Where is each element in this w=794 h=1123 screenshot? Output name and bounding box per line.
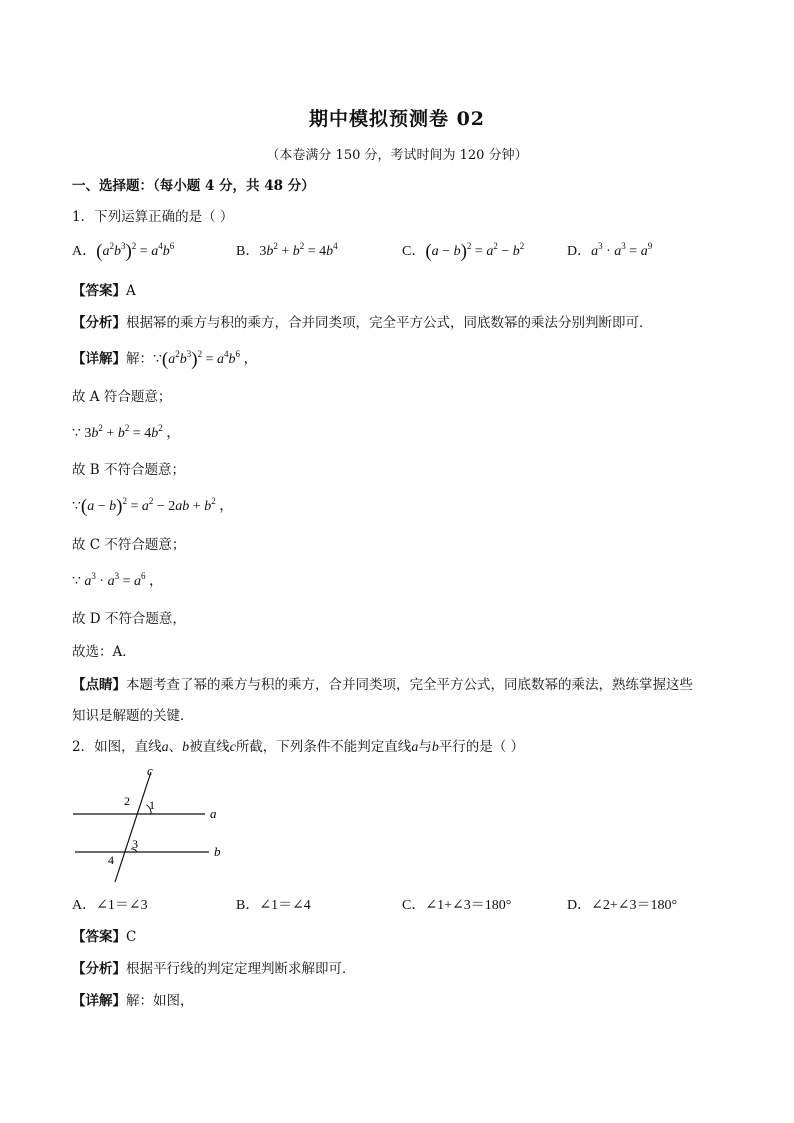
q1-final-choice: 故选：A． (72, 644, 136, 660)
q1-conclusion-a: 故 A 符合题意； (72, 389, 172, 405)
q1-detail-c: ∵(a − $b)^2 = a^2 - 2ab + b^2$ ， (72, 496, 234, 517)
q1-conclusion-d: 故 D 不符合题意， (72, 611, 186, 627)
q1-option-b: B．$3b^2 + b^2 = 4b^4$ (236, 241, 338, 259)
q2-detail: 【详解】解：如图， (72, 993, 194, 1009)
parallel-lines-figure (65, 762, 235, 887)
q1-analysis: 【分析】根据幂的乘方与积的乘方，合并同类项，完全平方公式，同底数幂的乘法分别判断即可． (72, 315, 653, 331)
line-c-label: c (147, 763, 153, 778)
q2-option-b: B．∠1＝∠4 (236, 898, 311, 913)
page-title: 期中模拟预测卷 02 (308, 108, 486, 130)
q1-option-c: C．$(a - b)^2 = a^2 - b^2$ (402, 241, 525, 262)
q1-detail-d: ∵ $a^3 \cdot a^3 = a^6$ ， (72, 571, 163, 589)
angle-3-label: 3 (132, 837, 138, 851)
q2-option-d: D．∠2+∠3＝180° (567, 898, 678, 913)
q1-detail-line1: 【详解】解：$\because(a^2b^3)^2 = a^4b^6$ ， (72, 349, 258, 370)
q1-option-d: D．$a^3 \cdot a^3 = a^9$ (567, 241, 653, 259)
q1-comment-line1: 【点睛】本题考查了幂的乘方与积的乘方，合并同类项，完全平方公式，同底数幂的乘法，熟练掌握这些 (72, 677, 693, 693)
q1-detail-b: ∵ $3b^2 + b^2 = 4b^2$ ， (72, 423, 181, 441)
section-heading: 一、选择题：（每小题 4 分，共 48 分） (72, 178, 315, 194)
q2-option-c: C．∠1+∠3＝180° (402, 898, 512, 913)
line-a-label: a (210, 806, 217, 821)
q2-option-a: A．∠1＝∠3 (72, 898, 148, 913)
page-subtitle: （本卷满分 150 分，考试时间为 120 分钟） (266, 148, 528, 163)
q2-stem: 2．如图，直线a、b被直线c所截，下列条件不能判定直线a与b平行的是（ ） (72, 739, 525, 755)
q2-analysis: 【分析】根据平行线的判定定理判断求解即可． (72, 961, 356, 977)
q2-answer: 【答案】C (72, 929, 137, 945)
q1-stem: 1．下列运算正确的是（ ） (72, 209, 234, 225)
q1-conclusion-b: 故 B 不符合题意； (72, 462, 186, 478)
q1-option-a: A．$(a^2b^3)^2 = a^4b^6$ (72, 241, 175, 262)
angle-1-label: 1 (149, 798, 155, 812)
q1-answer: 【答案】A (72, 283, 136, 299)
angle-4-label: 4 (108, 853, 114, 867)
line-b-label: b (214, 844, 221, 859)
line-c (115, 772, 151, 882)
q1-conclusion-c: 故 C 不符合题意； (72, 537, 186, 553)
angle-2-label: 2 (124, 794, 130, 808)
q1-comment-line2: 知识是解题的关键． (72, 708, 194, 724)
